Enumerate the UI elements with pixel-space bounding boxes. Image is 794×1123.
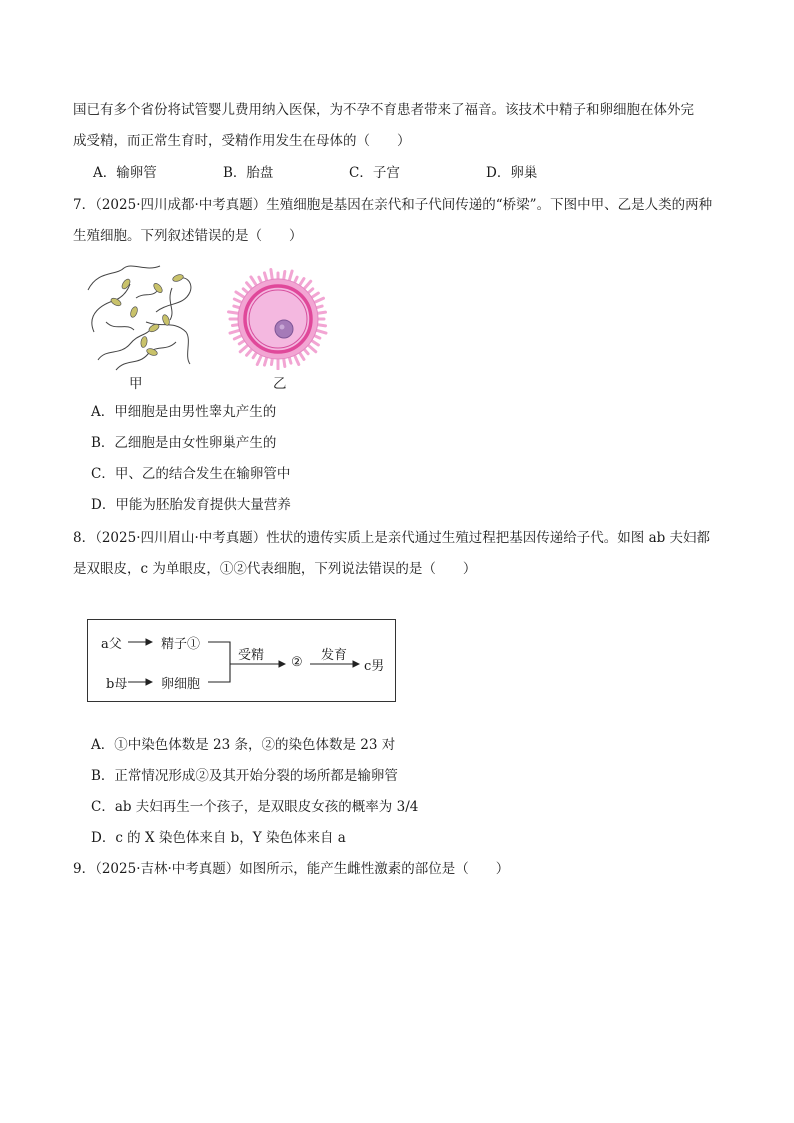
q7-option-b[interactable]: B．乙细胞是由女性卵巢产生的: [91, 435, 277, 451]
fig-label-yi: 乙: [273, 376, 287, 392]
q8-option-c[interactable]: C．ab 夫妇再生一个孩子，是双眼皮女孩的概率为 3/4: [91, 799, 419, 815]
q8-option-a[interactable]: A．①中染色体数是 23 条，②的染色体数是 23 对: [91, 737, 396, 753]
q6-option-b[interactable]: B．胎盘: [223, 165, 274, 181]
q7-option-d[interactable]: D．甲能为胚胎发育提供大量营养: [91, 497, 291, 513]
diagram-father: a父: [101, 637, 122, 652]
q7-option-a[interactable]: A．甲细胞是由男性睾丸产生的: [91, 404, 277, 420]
q8-text-line1: 8．（2025·四川眉山·中考真题）性状的遗传实质上是亲代通过生殖过程把基因传递给子代。如图 ab 夫妇都: [73, 530, 711, 546]
inheritance-flow-diagram: [87, 619, 396, 702]
q6-option-a[interactable]: A．输卵管: [93, 165, 157, 181]
diagram-egg: 卵细胞: [161, 677, 201, 692]
sperm-cells-illustration: [86, 262, 194, 372]
q8-text-line2: 是双眼皮，c 为单眼皮，①②代表细胞，下列说法错误的是（ ）: [73, 561, 477, 577]
q7-option-c[interactable]: C．甲、乙的结合发生在输卵管中: [91, 466, 291, 482]
diagram-child: c男: [364, 659, 385, 674]
diagram-fertilization-label: 受精: [238, 648, 265, 663]
egg-cell-illustration: [227, 268, 329, 370]
fig-label-jia: 甲: [129, 376, 143, 392]
q6-option-d[interactable]: D．卵巢: [486, 165, 538, 181]
q9-text-line1: 9．（2025·吉林·中考真题）如图所示，能产生雌性激素的部位是（ ）: [73, 861, 510, 877]
q6-text-line2: 成受精，而正常生育时，受精作用发生在母体的（ ）: [73, 133, 411, 149]
diagram-sperm: 精子①: [161, 637, 201, 652]
q6-option-c[interactable]: C．子宫: [349, 165, 400, 181]
diagram-mother: b母: [106, 677, 128, 692]
q8-option-b[interactable]: B．正常情况形成②及其开始分裂的场所都是输卵管: [91, 768, 398, 784]
q8-option-d[interactable]: D．c 的 X 染色体来自 b，Y 染色体来自 a: [91, 830, 346, 846]
diagram-development-label: 发育: [321, 648, 348, 663]
q7-text-line2: 生殖细胞。下列叙述错误的是（ ）: [73, 228, 303, 244]
q6-text-line1: 国已有多个省份将试管婴儿费用纳入医保，为不孕不育患者带来了福音。该技术中精子和卵细胞在体外完: [73, 102, 694, 118]
diagram-arrows: [88, 620, 395, 701]
q7-text-line1: 7．（2025·四川成都·中考真题）生殖细胞是基因在亲代和子代间传递的“桥梁”。下图中甲、乙是人类的两种: [73, 197, 713, 213]
diagram-zygote: ②: [291, 655, 303, 670]
